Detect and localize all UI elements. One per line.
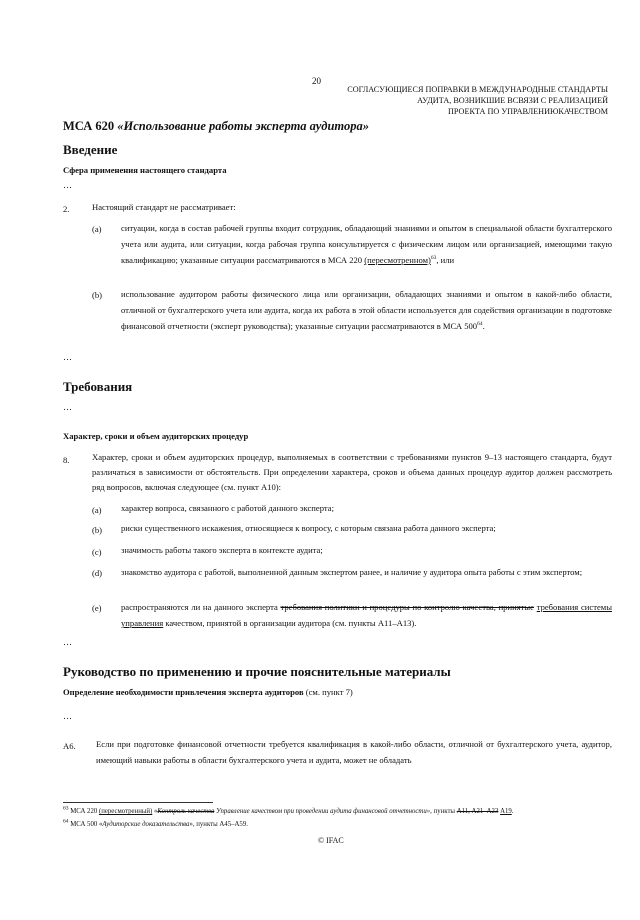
para-8a-label: (a) xyxy=(92,505,102,515)
para-8e-inserted-text: требования системы управления xyxy=(121,602,612,628)
para-2a-body: ситуации, когда в состав рабочей группы входит сотрудник, обладающий знаниями и опытом в специальной области бухгалтерского учета или аудита, или ситуации, когда рабочая группа консультируется с физическим лицом или организацией, имеющими такую квалификацию; указанные ситуации рассматриваются в МСА 220 xyxy=(121,223,612,265)
ellipsis-3: … xyxy=(63,402,72,412)
scope-heading: Сфера применения настоящего стандарта xyxy=(63,165,227,175)
para-2a-tail: , или xyxy=(436,255,455,265)
para-2a-label: (a) xyxy=(92,224,102,234)
footnote-63-points-label: , пункты xyxy=(430,808,457,815)
ellipsis-4: … xyxy=(63,637,72,647)
para-a6-number: А6. xyxy=(63,741,76,751)
running-header-line2: АУДИТА, ВОЗНИКШИЕ ВСВЯЗИ С РЕАЛИЗАЦИЕЙ xyxy=(417,96,608,105)
para-8e-label: (e) xyxy=(92,603,102,613)
footnote-63-end: . xyxy=(511,808,514,815)
ellipsis-2: … xyxy=(63,352,72,362)
footnote-64-title: Аудиторские доказательства xyxy=(102,821,190,828)
para-2b-text xyxy=(121,286,612,334)
para-8d-text: знакомство аудитора с работой, выполненной данным экспертом ранее, и наличие у аудитора опыта работы с этим экспертом; xyxy=(121,567,583,577)
footnote-63-deleted-points: А11, А21–А23 xyxy=(456,808,499,815)
footnote-63-quote: « xyxy=(152,808,158,815)
footnote-63-deleted-title: Контроль качества xyxy=(157,808,215,815)
para-2a-text xyxy=(121,220,612,268)
intro-heading: Введение xyxy=(63,142,118,157)
copyright-footer: © IFAC xyxy=(318,836,344,845)
para-8b-text: риски существенного искажения, относящиеся к вопросу, с которым связана работа данного эксперта; xyxy=(121,523,496,533)
footnote-63-revised: (пересмотренный) xyxy=(98,808,153,815)
footnote-ref-63: 63 xyxy=(430,255,437,262)
running-header xyxy=(278,84,608,117)
guidance-heading: Руководство по применению и прочие пояснительные материалы xyxy=(63,664,451,679)
running-header-line1: СОГЛАСУЮЩИЕСЯ ПОПРАВКИ В МЕЖДУНАРОДНЫЕ СТАНДАРТЫ xyxy=(347,85,608,94)
para-8-number: 8. xyxy=(63,455,70,465)
ellipsis-5: … xyxy=(63,711,72,721)
footnote-63-new-point: А19 xyxy=(500,808,512,815)
page-number: 20 xyxy=(312,76,321,86)
para-2b-body: использование аудитором работы физического лица или организации, обладающих знаниями и опытом в какой-либо области, отличной от бухгалтерского учета или аудита, когда их работа в этой области используется для содействия организации в подготовке финансовой отчетности (эксперт руководства); указанные ситуации рассматриваются в МСА 500 xyxy=(121,289,612,331)
footnote-64-number: 64 xyxy=(63,818,69,825)
para-8b-label: (b) xyxy=(92,525,103,535)
para-8e-deleted-text: требования политики и процедуры по контролю качества, принятые xyxy=(280,602,534,612)
para-8e-text xyxy=(121,599,612,631)
guidance-subheading-ref: (см. пункт 7) xyxy=(303,687,353,697)
footnote-63-ref: МСА 220 xyxy=(68,808,99,815)
para-8c-text: значимость работы такого эксперта в контексте аудита; xyxy=(121,545,323,555)
running-header-line3: ПРОЕКТА ПО УПРАВЛЕНИЮКАЧЕСТВОМ xyxy=(447,107,608,116)
guidance-subheading xyxy=(63,687,353,697)
standard-name: «Использование работы эксперта аудитора» xyxy=(117,119,369,133)
para-2-text: Настоящий стандарт не рассматривает: xyxy=(92,202,236,212)
procedures-heading: Характер, сроки и объем аудиторских процедур xyxy=(63,431,249,441)
para-2b-tail: . xyxy=(482,321,485,331)
footnote-64-points: », пункты А45–А59. xyxy=(189,821,248,828)
para-8d-label: (d) xyxy=(92,568,103,578)
para-8a-text: характер вопроса, связанного с работой данного эксперта; xyxy=(121,503,334,513)
guidance-subheading-title: Определение необходимости привлечения эксперта аудиторов xyxy=(63,687,304,697)
standard-code: МСА 620 xyxy=(63,119,115,133)
para-2b-label: (b) xyxy=(92,290,103,300)
footnote-63 xyxy=(63,805,514,815)
requirements-heading: Требования xyxy=(63,379,133,394)
para-2-number: 2. xyxy=(63,204,70,214)
para-8c-label: (c) xyxy=(92,547,102,557)
footnote-63-number: 63 xyxy=(63,805,69,812)
para-8e-tail: качеством, принятой в организации аудитора (см. пункты А11–А13). xyxy=(163,618,417,628)
ellipsis-1: … xyxy=(63,180,72,190)
footnote-64 xyxy=(63,818,248,828)
para-a6-text: Если при подготовке финансовой отчетности требуется квалификация в какой-либо области, отличной от бухгалтерского учета, аудитор, имеющий навыки работы в области бухгалтерского учета и аудита, может не обладать xyxy=(96,739,612,765)
footnote-63-new-title: Управление качеством при проведении аудита финансовой отчетности» xyxy=(214,808,431,815)
footnote-separator xyxy=(63,802,213,803)
footnote-64-ref: МСА 500 « xyxy=(68,821,103,828)
para-2a-revised: (пересмотренном) xyxy=(364,255,431,265)
footnote-ref-64: 64 xyxy=(477,321,483,328)
para-8e-body: распространяются ли на данного эксперта xyxy=(121,602,281,612)
para-8-text: Характер, сроки и объем аудиторских процедур, выполняемых в соответствии с требованиями пунктов 9–13 настоящего стандарта, будут различаться в зависимости от обстоятельств. При определении характера, сроков и объема данных процедур аудитор должен рассмотреть ряд вопросов, включая следующее (см. пункт А10): xyxy=(92,452,612,492)
standard-title xyxy=(63,119,369,134)
